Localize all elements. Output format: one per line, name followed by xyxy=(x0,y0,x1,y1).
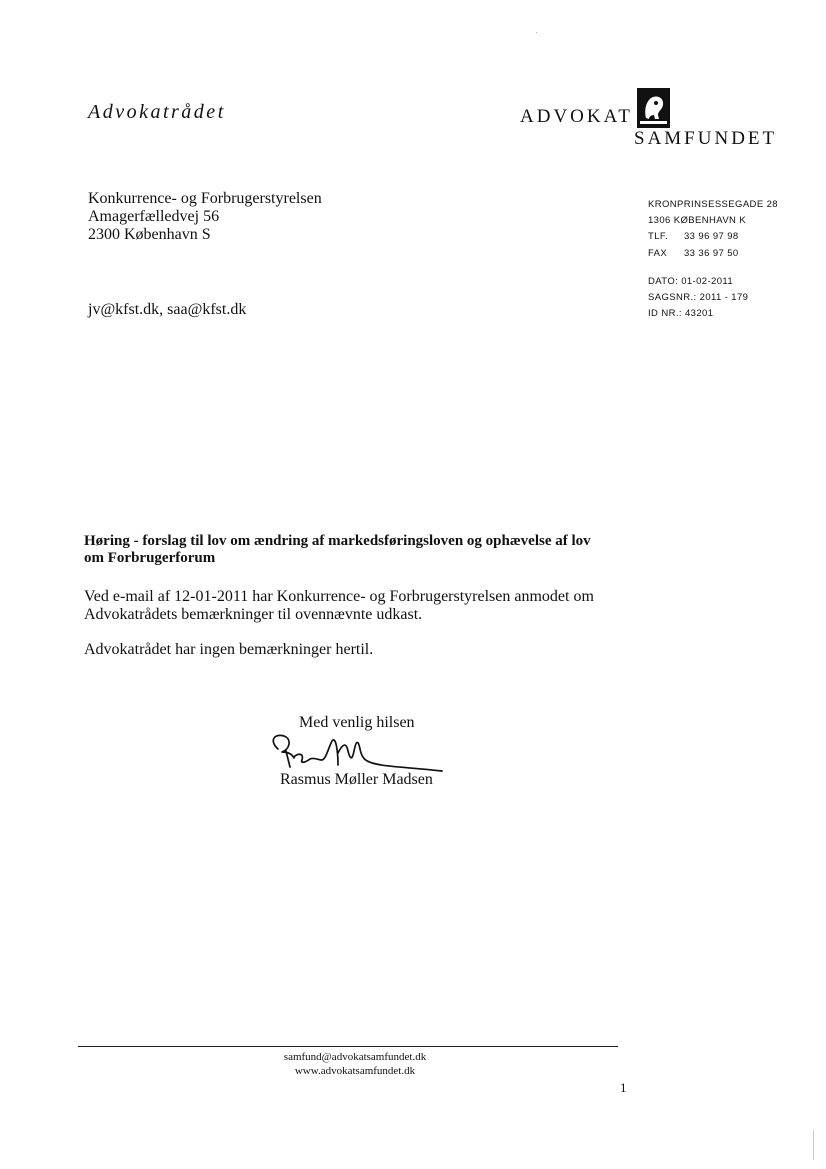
scan-edge-mark xyxy=(813,1130,814,1160)
case-number: SAGSNR.: 2011 - 179 xyxy=(648,292,749,304)
id-number: ID NR.: 43201 xyxy=(648,308,714,320)
sender-phone xyxy=(648,229,778,245)
fax-value: 33 36 97 50 xyxy=(684,247,739,259)
footer-contact xyxy=(230,1050,480,1078)
sender-address-line2: 1306 KØBENHAVN K xyxy=(648,215,747,227)
signer-name: Rasmus Møller Madsen xyxy=(280,771,433,788)
recipient-name: Konkurrence- og Forbrugerstyrelsen xyxy=(88,190,322,207)
council-name: Advokatrådet xyxy=(88,101,226,123)
sender-info-block xyxy=(648,197,778,322)
recipient-city: 2300 København S xyxy=(88,226,211,243)
logo-text-samfundet: SAMFUNDET xyxy=(634,128,778,149)
page-number: 1 xyxy=(620,1080,627,1095)
paragraph-1-line-2: Advokatrådets bemærkninger til ovennævnte udkast. xyxy=(84,606,423,623)
recipient-street: Amagerfælledvej 56 xyxy=(88,208,220,225)
paragraph-1-line-1: Ved e-mail af 12-01-2011 har Konkurrence- og Forbrugerstyrelsen anmodet om xyxy=(84,588,594,605)
letter-date: DATO: 01-02-2011 xyxy=(648,275,734,287)
sender-fax xyxy=(648,246,778,262)
logo-text-advokat: ADVOKAT xyxy=(520,106,633,127)
recipient-address xyxy=(88,190,322,244)
handwritten-signature xyxy=(266,727,446,777)
sender-address-line1: KRONPRINSESSEGADE 28 xyxy=(648,199,778,210)
subject-line-2: om Forbrugerforum xyxy=(84,550,216,566)
footer-divider xyxy=(78,1046,618,1047)
subject-line-1: Høring - forslag til lov om ændring af markedsføringsloven og ophævelse af lov xyxy=(84,533,591,549)
closing-greeting: Med venlig hilsen xyxy=(299,714,415,731)
logo-emblem-icon xyxy=(637,88,670,128)
letter-subject xyxy=(84,533,591,567)
scan-speck xyxy=(536,32,537,33)
footer-email: samfund@advokatsamfundet.dk xyxy=(283,1051,427,1063)
advokatsamfundet-logo xyxy=(520,88,790,158)
body-paragraph-2: Advokatrådet har ingen bemærkninger hertil. xyxy=(84,641,374,658)
body-paragraph-1 xyxy=(84,588,594,624)
recipient-emails: jv@kfst.dk, saa@kfst.dk xyxy=(88,301,247,318)
phone-label: TLF. xyxy=(648,231,669,243)
fax-label: FAX xyxy=(648,247,668,259)
phone-value: 33 96 97 98 xyxy=(684,231,739,243)
footer-website: www.advokatsamfundet.dk xyxy=(294,1065,416,1077)
